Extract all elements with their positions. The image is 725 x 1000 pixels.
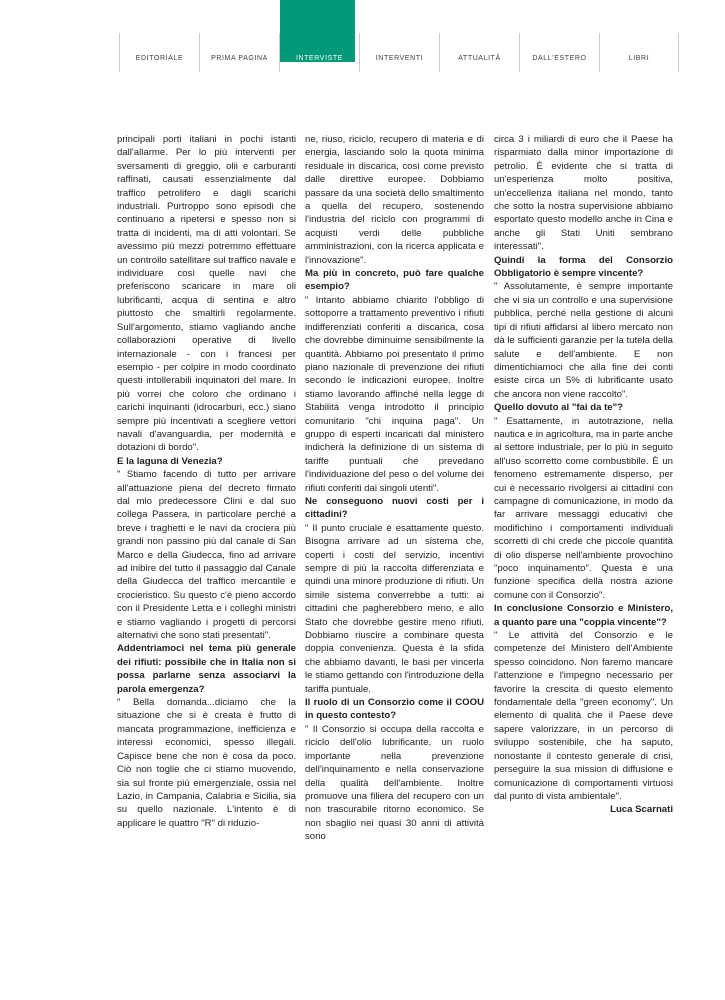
nav-tab-label: INTERVISTE: [295, 55, 344, 62]
nav-tab-label: ATTUALITÀ: [458, 55, 501, 62]
question-heading: Ne conseguono nuovi costi per i cittadini?: [305, 495, 484, 521]
nav-tab-interventi[interactable]: [359, 33, 439, 72]
nav-tab-attualit-[interactable]: [439, 33, 519, 72]
article-column-1: [117, 133, 296, 830]
article-paragraph: " Intanto abbiamo chiarito l'obbligo di sottoporre a trattamento preventivo i rifiuti indifferenziati conferiti a discarica, cosa che dovrebbe diminuirne sensibilmente la quantità. Abbiamo poi presentato il primo piano nazionale di prevenzione dei rifiuti secondo le indicazioni europee. Inoltre stiamo lavorando affinché nella legge di Stabilità venga introdotto il principio comunitario "chi inquina paga". Un gruppo di esperti incaricati dal ministero indicherà la definizione di un sistema di tariffe puntuali che prevedano l'individuazione del peso o del volume dei rifiuti conferiti dai singoli utenti".: [305, 294, 484, 494]
question-heading: Quello dovuto al "fai da te"?: [494, 402, 624, 414]
question-heading: E la laguna di Venezia?: [117, 455, 223, 467]
article-paragraph: " Il punto cruciale è esattamente questo. Bisogna arrivare ad un sistema che, coperti i costi del servizio, incentivi sempre di più la raccolta differenziata e quindi una minore produzione di rifiuti. Un simile sistema converrebbe a tutti: ai cittadini che pagherebbero meno, e allo Stato che dovrebbe gestire meno rifiuti. Dobbiamo riuscire a combinare questa doppia convenienza. Questa è la sfida che abbiamo davanti, le basi per vincerla le stiamo gettando con l'introduzione della tariffa puntuale.: [305, 522, 484, 695]
nav-tab-libri[interactable]: [599, 33, 679, 72]
nav-tab-label: INTERVENTI: [375, 55, 424, 62]
question-heading: Il ruolo di un Consorzio come il COOU in questo contesto?: [305, 697, 484, 722]
article-paragraph: " Stiamo facendo di tutto per arrivare all'attuazione piena del decreto firmato dal mio predecessore Clini e dal suo collega Passera, in particolare perché a breve i traghetti e le navi da crociera più grandi non passino più dal canale di San Marco e della Giudecca, fino ad arrivare ad inibire del tutto il passaggio dal Canale della Giudecca del traffico mercantile e crocieristico. Su questo c'è pieno accordo con il Presidente Letta e i colleghi ministri e stiamo vagliando i progetti di percorsi alternativi che sono stati presentati".: [117, 469, 296, 642]
article-paragraph: " Assolutamente, è sempre importante che vi sia un controllo e una supervisione pubblica, perché nella gestione di alcuni tipi di rifiuti affidarsi al libero mercato non dà le sufficienti garanzie per la tutela della salute e dell'ambiente. E non dimentichiamoci che alla fine dei conti esiste circa un 5% di lubrificante usato che ancora non viene raccolto".: [494, 281, 673, 400]
article-paragraph: " Esattamente, in autotrazione, nella nautica e in agricoltura, ma in parte anche al settore industriale, per lo più in seguito all'uso scorretto come combustibile. È un fenomeno estremamente disperso, per cui è necessario rivolgersi ai cittadini con campagne di comunicazione, in modo da far arrivare messaggi educativi che modifichino i comportamenti individuali scorretti di chi crede che piccole quantità di olio disperse nell'ambiente provochino "poco inquinamento". Questa è una funzione specifica della nostra azione comune con il Consorzio".: [494, 415, 673, 601]
article-paragraph: principali porti italiani in pochi istanti dall'allarme. Per lo più interventi per sversamenti di greggio, olii e carburanti raffinati, causati essenzialmente dal traffico petrolifero e dagli scarichi industriali. Purtroppo sono episodi che continuano a ripetersi e spesso non si tratta di incidenti, ma di atti volontari. Se avessimo più mezzi potremmo effettuare un controllo satellitare sul traffico navale e individuare così quelle navi che preferiscono scaricare in mare oli lubrificanti, acqua di sentina e altro piuttosto che smaltirli regolarmente. Sull'argomento, stiamo vagliando anche collaborazioni operative di livello internazionale - con i francesi per esempio - per colpire in modo coordinato questi intollerabili inquinatori del mare. In più vorrei che coloro che ordinano i carichi inquinanti (idrocarburi, ecc.) siano sempre più incentivati a scegliere vettori navali d'avanguardia, per modernità e dotazioni di bordo".: [117, 134, 296, 454]
nav-tab-interviste[interactable]: [279, 33, 359, 72]
nav-tab-label: EDITORIALE: [135, 55, 184, 62]
question-heading: Quindi la forma del Consorzio Obbligatorio è sempre vincente?: [494, 254, 673, 280]
question-heading: Addentriamoci nel tema più generale dei rifiuti: possibile che in Italia non si possa parlarne senza associarvi la parola emergenza?: [117, 643, 296, 695]
question-heading: Ma più in concreto, può fare qualche esempio?: [305, 268, 484, 293]
active-tab-highlight: [280, 0, 355, 62]
article-paragraph: " Il Consorzio si occupa della raccolta e riciclo dell'olio lubrificante, un ruolo importante nella prevenzione dell'inquinamento e nella conservazione della qualità dell'ambiente. Inoltre promuove una filiera del recupero con un non trascurabile ritorno economico. Se non sbaglio nei quasi 30 anni di attività sono: [305, 723, 484, 843]
nav-tabs: [119, 33, 679, 72]
article-column-3: [494, 133, 673, 817]
nav-tab-label: DALL'ESTERO: [532, 55, 587, 62]
article-paragraph: circa 3 i miliardi di euro che il Paese ha risparmiato dalla minor importazione di petrolio. È evidente che si tratta di un'esperienza molto positiva, un'eccellenza italiana nel mondo, tanto che sotto la nostra supervisione abbiamo esportato questo modello anche in Cina e anche gli Stati Uniti sembrano interessati".: [494, 134, 673, 253]
article-column-2: [305, 133, 484, 844]
nav-tab-label: LIBRI: [628, 55, 650, 62]
nav-tab-label: PRIMA PAGINA: [211, 55, 268, 62]
nav-tab-editoriale[interactable]: [119, 33, 199, 72]
article-paragraph: " Le attività del Consorzio e le competenze del Ministero dell'Ambiente spesso coincidono. Non faremo mancare l'attenzione e l'impegno necessario per favorire la crescita di questo elemento fondamentale della "green economy". Un elemento di qualità che il Paese deve sapere valorizzare, in un percorso di sviluppo sostenibile, che ha saputo, nonostante il contesto generale di crisi, perseguire la sua mission di diffusione e comunicazione di comportamenti virtuosi dal punto di vista ambientale".: [494, 630, 673, 802]
author-byline: Luca Scarnati: [610, 804, 673, 816]
article-paragraph: ne, riuso, riciclo, recupero di materia e di energia, lasciando solo la quota minima residuale in discarica, così come previsto dalle direttive europee. Dobbiamo passare da una società dello smaltimento a quella del recupero, sostenendo l'industria del riciclo con programmi di acquisti verdi delle pubbliche amministrazioni, con la ricerca applicata e l'innovazione".: [305, 134, 484, 266]
article-paragraph: " Bella domanda...diciamo che la situazione che si è creata è frutto di mancata programmazione, inefficienza e interessi economici, spesso illegali. Capisce bene che non è cosa da poco. Ciò non toglie che ci stiamo muovendo, sia sul fronte più emergenziale, ossia nel Lazio, in Campania, Calabria e Sicilia, sia su quello nazionale. L'intento è di applicare le quattro "R" di riduzio-: [117, 697, 296, 829]
question-heading: In conclusione Consorzio e Ministero, a quanto pare una "coppia vincente"?: [494, 603, 673, 628]
nav-tab-dall-estero[interactable]: [519, 33, 599, 72]
nav-tab-prima-pagina[interactable]: [199, 33, 279, 72]
